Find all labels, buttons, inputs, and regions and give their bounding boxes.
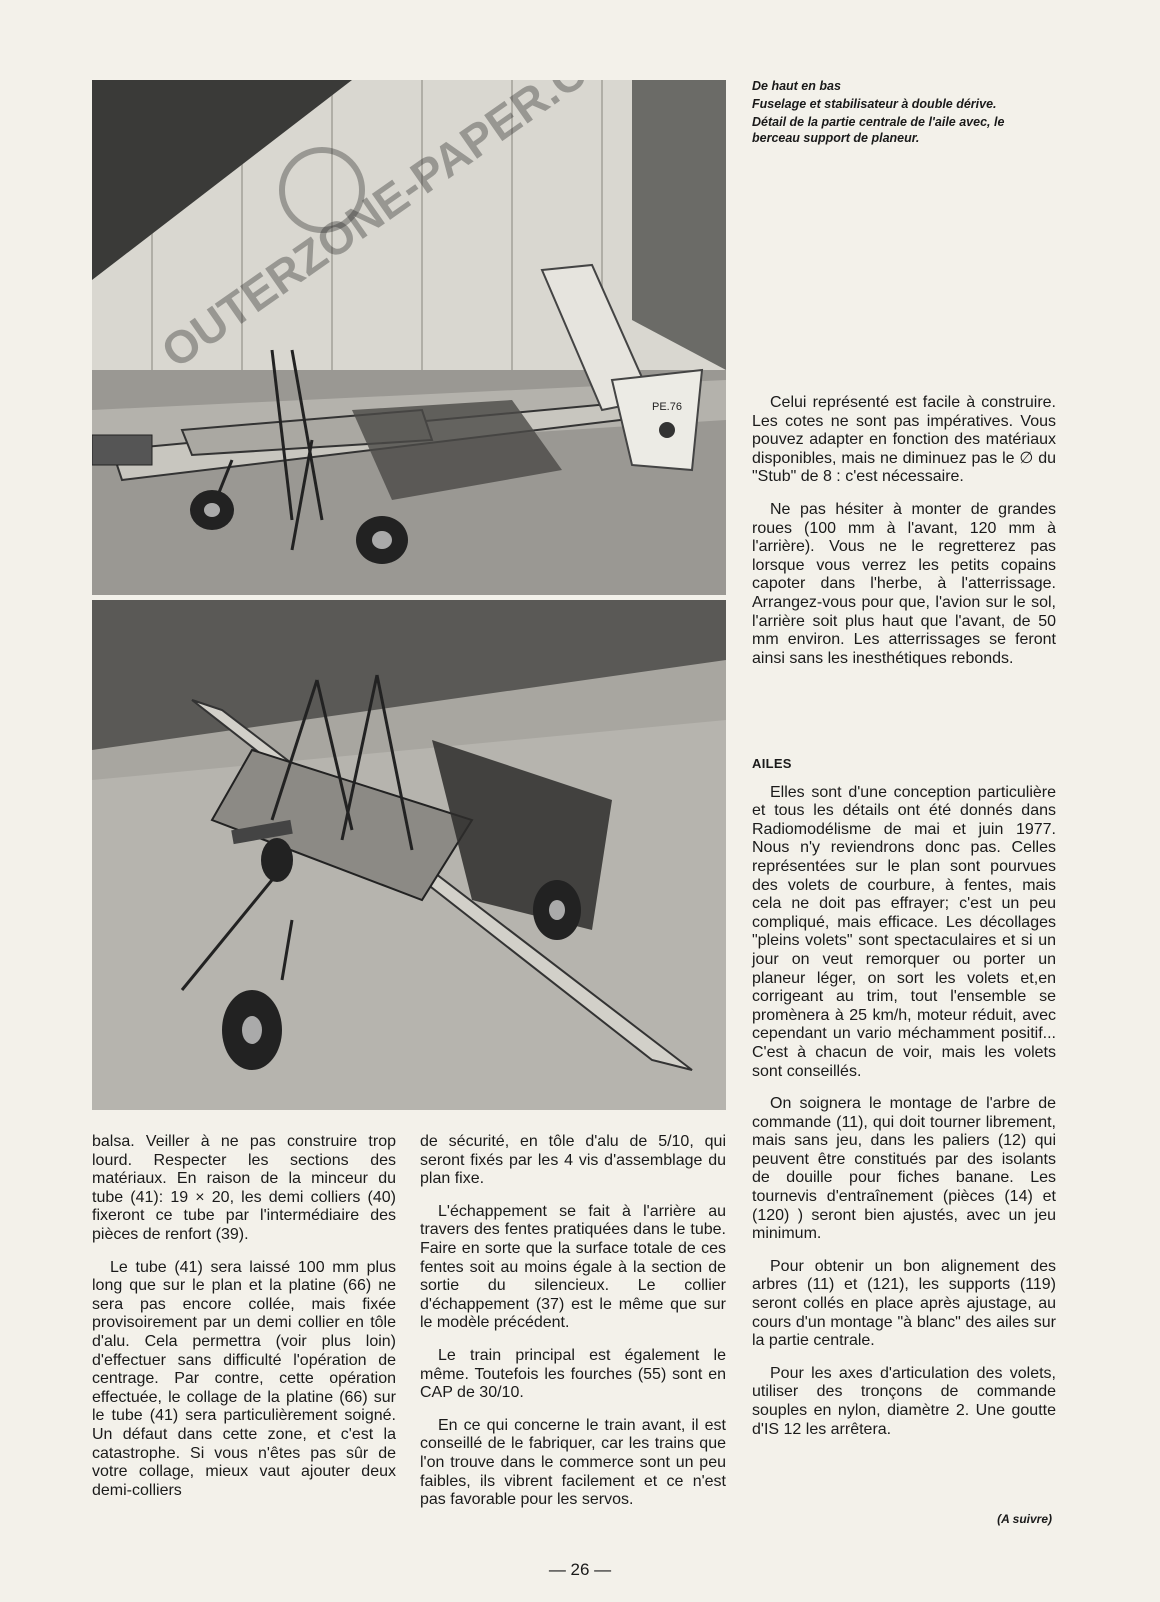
paragraph: L'échappement se fait à l'arrière au travers des fentes pratiquées dans le tube. Faire en sorte que la surface totale de ces fentes soit au moins égale à la section de sortie du silencieux. Le collier d'échappement (37) est le même que sur le modèle précédent. [420, 1202, 726, 1332]
wing-center-photo-drawing [92, 600, 726, 1110]
page-number: — 26 — [548, 1560, 612, 1579]
paragraph: Le tube (41) sera laissé 100 mm plus long que sur le plan et la platine (66) ne sera pas encore collée, mais fixée provisoirement par un demi collier en tôle d'alu. Cela permettra (voir plus loin) d'effectuer sans difficulté l'opération de centrage. Par contre, cette opération effectuée, le collage de la platine (66) sur le tube (41) sera particulièrement soigné. Un défaut dans cette zone, et c'est la catastrophe. Si vous n'êtes pas sûr de votre collage, mieux vaut ajouter deux demi-colliers [92, 1258, 396, 1499]
paragraph: En ce qui concerne le train avant, il est conseillé de le fabriquer, car les trains que l'on trouve dans le commerce sont un peu faibles, ils vibrent facilement et ce n'est pas favorable pour les servos. [420, 1416, 726, 1509]
paragraph: Celui représenté est facile à construire. Les cotes ne sont pas impératives. Vous pouvez adapter en fonction des matériaux disponibles, mais ne diminuez pas le ∅ du "Stub" de 8 : c'est nécessaire. [752, 394, 1056, 486]
paragraph: Ne pas hésiter à monter de grandes roues (100 mm à l'avant, 120 mm à l'arrière). Vous ne le regretterez pas lorsque vous verrez les petits copains capoter dans l'herbe, à l'atterrissage. Arrangez-vous pour que, l'avion sur le sol, l'arrière soit plus haut que l'avant, de 50 mm environ. Les atterrissages se feront ainsi sans les inesthétiques rebonds. [752, 500, 1056, 667]
caption-line-1: De haut en bas [752, 79, 841, 93]
paragraph: balsa. Veiller à ne pas construire trop lourd. Respecter les sections des matériaux. En raison de la minceur du tube (41): 19 × 20, les demi colliers (40) fixeront ce tube par l'intermédiaire des pièces de renfort (39). [92, 1133, 396, 1243]
photo-wing-center-section [92, 600, 726, 1110]
section-heading-ailes: AILES [752, 756, 792, 771]
paragraph: Elles sont d'une conception particulière et tous les détails ont été donnés dans Radiomodélisme de mai et juin 1977. Nous n'y reviendrons donc pas. Celles représentées sur le plan sont pourvues des volets de courbure, à fentes, mais cela ne doit pas effrayer; c'est un peu compliqué, mais efficace. Les décollages "pleins volets" sont spectaculaires et si un jour on veut remorquer ou porter un planeur léger, on sort les volets et,en corrigeant au trim, tout l'ensemble se promènera à 25 km/h, moteur réduit, avec cependant un vario méchamment positif... C'est à chacun de voir, mais les volets sont conseillés. [752, 783, 1056, 1080]
tail-marking: PE.76 [652, 401, 682, 413]
caption-line-2: Fuselage et stabilisateur à double dérive. [752, 97, 997, 111]
paragraph: Pour les axes d'articulation des volets, utiliser des tronçons de commande souples en nylon, diamètre 2. Une goutte d'IS 12 les arrêtera. [752, 1364, 1056, 1438]
middle-column [420, 1133, 726, 1524]
right-column-bottom [752, 755, 1056, 1453]
photo-fuselage-stabilizer [92, 80, 726, 595]
right-column-top [752, 394, 1056, 682]
paragraph: Pour obtenir un bon alignement des arbres (11) et (121), les supports (119) seront collés en place après ajustage, au cours d'un montage "à blanc" des ailes sur la partie centrale. [752, 1257, 1056, 1350]
paragraph: Le train principal est également le même. Toutefois les fourches (55) sont en CAP de 30/10. [420, 1346, 726, 1402]
to-be-continued: (A suivre) [997, 1512, 1052, 1526]
caption-line-3: Détail de la partie centrale de l'aile avec, le berceau support de planeur. [752, 115, 1005, 145]
left-column [92, 1133, 396, 1514]
photo-caption [752, 78, 1042, 148]
fuselage-photo-drawing [92, 80, 726, 595]
paragraph: de sécurité, en tôle d'alu de 5/10, qui seront fixés par les 4 vis d'assemblage du plan fixe. [420, 1133, 726, 1188]
paragraph: On soignera le montage de l'arbre de commande (11), qui doit tourner librement, mais sans jeu, dans les paliers (12) qui peuvent être constitués par des isolants de douille pour fiches banane. Les tournevis d'entraînement (pièces (14) et (120) ) seront bien ajustés, avec un jeu minimum. [752, 1095, 1056, 1243]
